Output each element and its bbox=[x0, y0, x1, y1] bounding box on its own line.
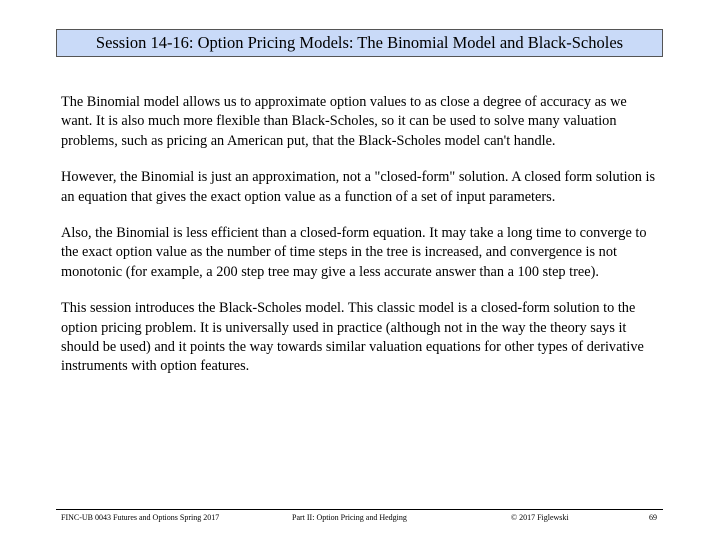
footer-divider bbox=[56, 509, 663, 510]
paragraph-black-scholes: This session introduces the Black-Scholes model. This classic model is a closed-form solution to the option pricing problem. It is universally used in practice (although not in the way the theory says it should be used) and it points the way towards similar valuation equations for other types of derivative instruments with option features. bbox=[61, 300, 644, 375]
paragraph-binomial-intro: The Binomial model allows us to approximate option values to as close a degree of accuracy as we want. It is also much more flexible than Black-Scholes, so it can be used to solve many valuation problems, such as pricing an American put, that the Black-Scholes model can't handle. bbox=[61, 94, 627, 149]
slide-title-bar bbox=[56, 29, 663, 57]
slide-footer bbox=[0, 513, 720, 531]
paragraph-efficiency: Also, the Binomial is less efficient than a closed-form equation. It may take a long time to converge to the exact option value as the number of time steps in the tree is increased, and convergence is not monotonic (for example, a 200 step tree may give a less accurate answer than a 100 step tree). bbox=[61, 225, 647, 280]
footer-page-number: 69 bbox=[649, 513, 657, 522]
footer-part: Part II: Option Pricing and Hedging bbox=[292, 513, 407, 522]
footer-course: FINC-UB 0043 Futures and Options Spring 2017 bbox=[61, 513, 220, 522]
slide-title: Session 14-16: Option Pricing Models: The Binomial Model and Black-Scholes bbox=[95, 33, 624, 52]
paragraph-closed-form: However, the Binomial is just an approximation, not a "closed-form" solution. A closed form solution is an equation that gives the exact option value as a function of a set of input parameters. bbox=[61, 169, 656, 205]
slide-body bbox=[61, 93, 661, 394]
footer-copyright: © 2017 Figlewski bbox=[511, 513, 569, 522]
